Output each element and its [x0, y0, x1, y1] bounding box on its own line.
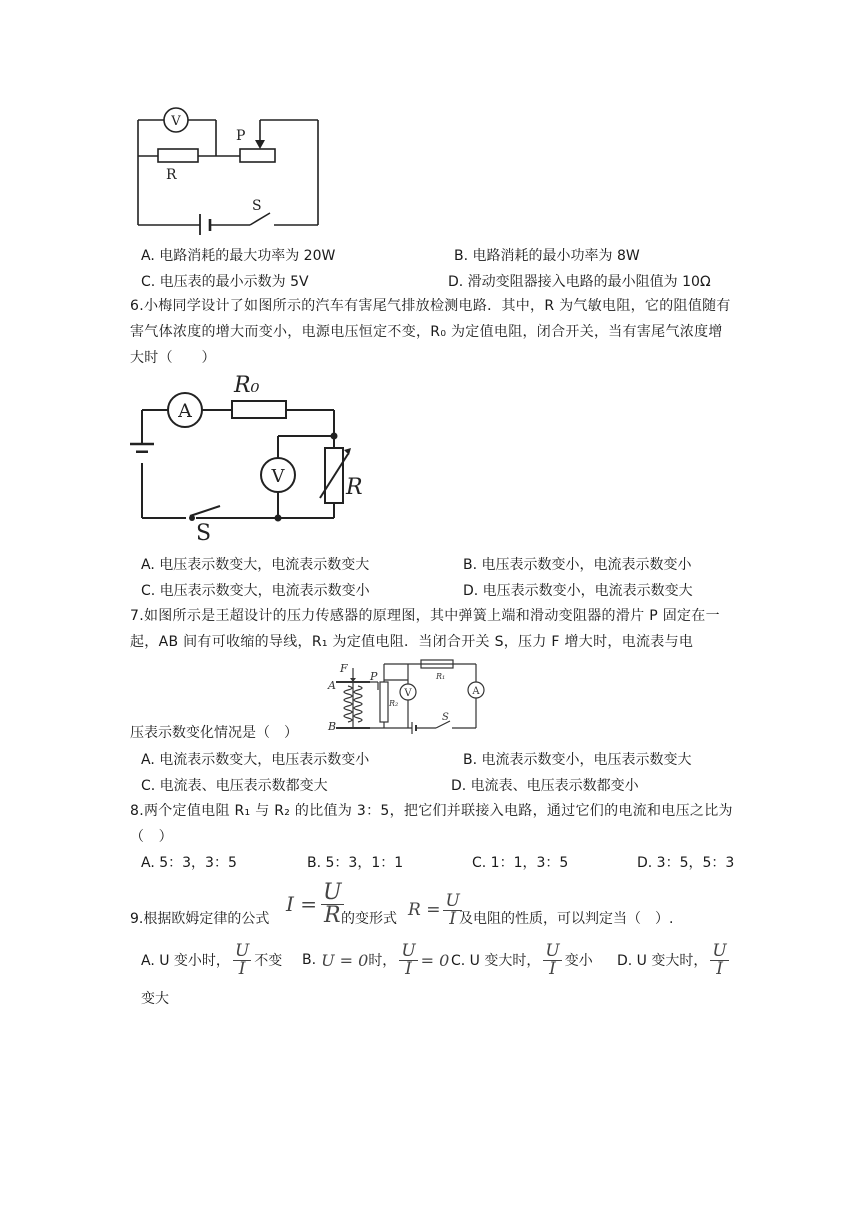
q9-option-c-pre: C. U 变大时，: [451, 953, 541, 969]
q6-voltmeter-label: V: [271, 466, 285, 487]
q9-option-c-num: U: [545, 940, 560, 961]
q8-stem: 8.两个定值电阻 R₁ 与 R₂ 的比值为 3：5，把它们并联接入电路，通过它们的电流和电压之比为（ ）: [130, 803, 733, 845]
q9-option-a-frac: [233, 940, 251, 979]
q9-option-d-pre: D. U 变大时，: [617, 953, 708, 969]
q7-option-d: D. 电流表、电压表示数都变小: [451, 778, 639, 794]
q5-circuit-diagram: [128, 100, 328, 235]
q7-p-label: P: [370, 670, 378, 683]
q5-option-a: A. 电路消耗的最大功率为 20W: [141, 248, 336, 264]
q9-option-c-post: 变小: [564, 953, 593, 969]
q7-b-label: B: [328, 720, 337, 733]
q6-s-label: S: [196, 521, 212, 543]
q9-option-a-num: U: [234, 940, 250, 961]
q9-formula2-lhs: R =: [408, 900, 441, 920]
q5-option-c: C. 电压表的最小示数为 5V: [141, 274, 309, 290]
q7-option-a: A. 电流表示数变大，电压表示数变小: [141, 752, 370, 768]
q5-p-label: P: [236, 128, 246, 144]
q9-option-b-den: I: [405, 958, 412, 979]
q9-option-b-pre: B.: [302, 952, 317, 968]
q9-formula-transformed: [408, 890, 462, 930]
q9-option-b-eq: = 0: [420, 950, 450, 970]
q7-option-b: B. 电流表示数变小，电压表示数变大: [463, 752, 692, 768]
q9-option-d-frac: [710, 940, 728, 979]
q9-formula2-den: I: [449, 908, 456, 929]
q7-f-label: F: [340, 662, 348, 675]
q9-option-b-mid: 时，: [368, 953, 397, 969]
q6-ammeter-label: A: [178, 400, 192, 422]
q7-r2-label: R₂: [389, 699, 399, 708]
q9-formula1-lhs: I =: [286, 892, 318, 916]
q9-option-a-den: I: [238, 958, 246, 979]
q5-r-label: R: [166, 167, 177, 183]
q7-ammeter-label: A: [472, 686, 480, 697]
q7-a-label: A: [328, 679, 336, 692]
q9-formula-ohm: [286, 879, 344, 928]
q7-r1-label: R₁: [436, 672, 446, 681]
q9-stem-c: 及电阻的性质，可以判定当（ ）.: [459, 911, 674, 927]
q8-option-c: C. 1：1，3：5: [472, 855, 569, 871]
q5-voltmeter-label: V: [171, 114, 181, 129]
q9-option-a-pre: A. U 变小时，: [141, 953, 230, 969]
q6-r-label: R: [346, 475, 363, 500]
q7-stem-end: 压表示数变化情况是（ ）: [130, 725, 298, 741]
q9-formula1-den: R: [324, 902, 341, 928]
q9-option-b-frac: [399, 940, 417, 979]
q6-option-c: C. 电压表示数变大，电流表示数变小: [141, 583, 370, 599]
q6-circuit-diagram: [128, 368, 368, 543]
q9-stem-b: 的变形式: [341, 911, 397, 927]
q7-s-label: S: [442, 712, 449, 723]
q6-option-d: D. 电压表示数变小，电流表示数变大: [463, 583, 693, 599]
q9-stem-a: 9.根据欧姆定律的公式: [130, 911, 270, 927]
q9-option-c-frac: [543, 940, 561, 979]
q7-option-c: C. 电流表、电压表示数都变大: [141, 778, 328, 794]
q7-voltmeter-label: V: [404, 688, 412, 699]
q9-option-c-den: I: [549, 958, 556, 979]
q9-option-c: [451, 940, 593, 980]
q9-option-b-math: U = 0: [321, 950, 369, 970]
q7-circuit-diagram: [326, 656, 502, 738]
q9-option-a-post: 不变: [254, 953, 283, 969]
q6-r0-label: R₀: [234, 373, 260, 398]
q9-option-d-den: I: [716, 958, 723, 979]
q9-option-d-num: U: [712, 940, 727, 961]
q6-stem: 6.小梅同学设计了如图所示的汽车有害尾气排放检测电路．其中，R 为气敏电阻，它的阻值随有害气体浓度的增大而变小，电源电压恒定不变，R₀ 为定值电阻，闭合开关，当有害尾气浓度增大时（ ）: [130, 298, 731, 366]
q5-option-d: D. 滑动变阻器接入电路的最小阻值为 10Ω: [448, 274, 711, 290]
q9-option-d-post: 变大: [141, 991, 169, 1007]
q5-option-b: B. 电路消耗的最小功率为 8W: [454, 248, 640, 264]
q9-option-a: [141, 940, 282, 980]
q6-option-a: A. 电压表示数变大，电流表示数变大: [141, 557, 370, 573]
q9-option-b: [302, 940, 449, 980]
q6-option-b: B. 电压表示数变小，电流表示数变小: [463, 557, 692, 573]
q5-s-label: S: [252, 198, 262, 214]
q9-formula2-num: U: [445, 890, 460, 911]
q8-option-d: D. 3：5，5：3: [637, 855, 735, 871]
q8-option-a: A. 5：3，3：5: [141, 855, 237, 871]
q7-stem: 7.如图所示是王超设计的压力传感器的原理图，其中弹簧上端和滑动变阻器的滑片 P 固定在一起，AB 间有可收缩的导线，R₁ 为定值电阻．当闭合开关 S，压力 F 增大时，电流表与电: [130, 608, 720, 650]
q9-option-d: [617, 940, 732, 980]
q9-option-b-num: U: [401, 940, 416, 961]
q9-formula1-num: U: [323, 879, 342, 905]
q8-option-b: B. 5：3，1：1: [307, 855, 404, 871]
